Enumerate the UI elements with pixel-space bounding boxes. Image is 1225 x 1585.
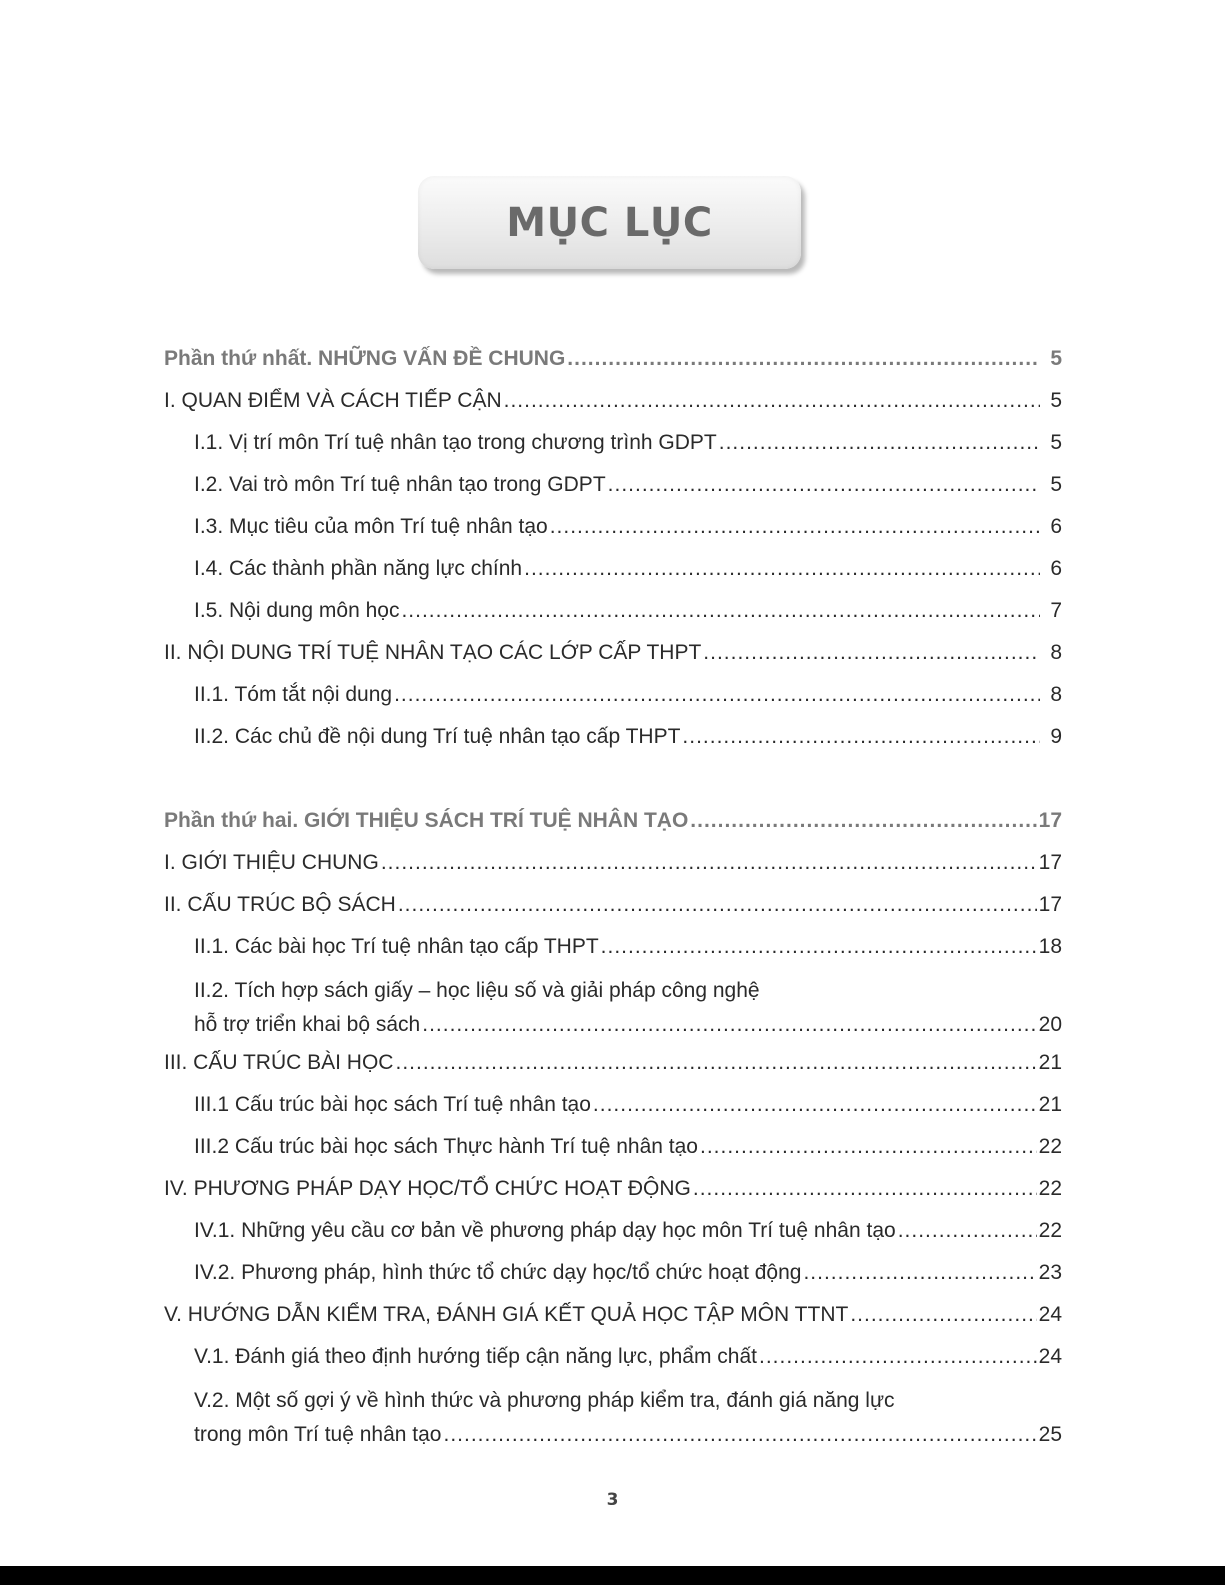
toc-entry-page: 17	[1038, 809, 1062, 832]
toc-entry-title-line1: II.2. Tích hợp sách giấy – học liệu số và giải pháp công nghệ	[194, 979, 760, 1002]
toc-entry-p2-s3-2[interactable]	[164, 1126, 1062, 1168]
dot-leader	[395, 1042, 1036, 1084]
dot-leader	[398, 884, 1037, 926]
dot-leader	[381, 842, 1037, 884]
toc-entry-page: 5	[1050, 473, 1062, 496]
toc-entry-p1-s1[interactable]	[164, 380, 1062, 422]
toc-entry-title: IV.2. Phương pháp, hình thức tổ chức dạy học/tổ chức hoạt động	[194, 1261, 802, 1284]
toc-entry-p2-s5-1[interactable]	[164, 1336, 1062, 1378]
dot-leader	[719, 422, 1040, 464]
toc-entry-p2-s5-2[interactable]	[164, 1384, 1062, 1452]
toc-entry-title: IV.1. Những yêu cầu cơ bản về phương pháp dạy học môn Trí tuệ nhân tạo	[194, 1219, 896, 1242]
bottom-border	[0, 1566, 1225, 1585]
toc-entry-title: II.1. Tóm tắt nội dung	[194, 683, 393, 706]
section-gap	[164, 758, 1062, 800]
dot-leader	[401, 590, 1040, 632]
table-of-contents	[164, 338, 1062, 1452]
toc-entry-p2-s1[interactable]	[164, 842, 1062, 884]
toc-entry-p1-s1-4[interactable]	[164, 548, 1062, 590]
toc-entry-page: 17	[1038, 893, 1062, 916]
toc-entry-title: I. GIỚI THIỆU CHUNG	[164, 851, 379, 874]
toc-entry-title-line2: trong môn Trí tuệ nhân tạo	[194, 1423, 442, 1446]
toc-entry-p1-s2[interactable]	[164, 632, 1062, 674]
dot-leader	[504, 380, 1040, 422]
dot-leader	[593, 1084, 1037, 1126]
toc-entry-title: II. NỘI DUNG TRÍ TUỆ NHÂN TẠO CÁC LỚP CẤP THPT	[164, 641, 702, 664]
toc-entry-page: 18	[1038, 935, 1062, 958]
toc-entry-page: 8	[1050, 641, 1062, 664]
toc-entry-title: III. CẤU TRÚC BÀI HỌC	[164, 1051, 394, 1074]
toc-entry-p1-s1-3[interactable]	[164, 506, 1062, 548]
dot-leader	[608, 464, 1040, 506]
toc-entry-p2-s4-1[interactable]	[164, 1210, 1062, 1252]
dot-leader	[850, 1294, 1036, 1336]
page-number: 3	[606, 1490, 619, 1510]
toc-entry-p2-s3-1[interactable]	[164, 1084, 1062, 1126]
toc-entry-title: I. QUAN ĐIỂM VÀ CÁCH TIẾP CẬN	[164, 389, 502, 412]
toc-entry-title: V. HƯỚNG DẪN KIỂM TRA, ĐÁNH GIÁ KẾT QUẢ HỌC TẬP MÔN TTNT	[164, 1303, 849, 1326]
toc-entry-p1-s1-1[interactable]	[164, 422, 1062, 464]
toc-entry-page: 24	[1038, 1345, 1062, 1368]
toc-entry-p2-s5[interactable]	[164, 1294, 1062, 1336]
toc-entry-title: I.2. Vai trò môn Trí tuệ nhân tạo trong GDPT	[194, 473, 606, 496]
toc-entry-p2-s3[interactable]	[164, 1042, 1062, 1084]
toc-entry-page: 8	[1050, 683, 1062, 706]
toc-entry-page: 5	[1050, 347, 1062, 370]
toc-entry-p2-s4[interactable]	[164, 1168, 1062, 1210]
toc-entry-page: 7	[1050, 599, 1062, 622]
toc-entry-p2-s4-2[interactable]	[164, 1252, 1062, 1294]
toc-entry-page: 5	[1050, 389, 1062, 412]
page-title: MỤC LỤC	[506, 199, 713, 246]
toc-entry-page: 23	[1038, 1261, 1062, 1284]
dot-leader	[898, 1210, 1037, 1252]
toc-entry-title: I.1. Vị trí môn Trí tuệ nhân tạo trong chương trình GDPT	[194, 431, 717, 454]
toc-entry-p1-s1-2[interactable]	[164, 464, 1062, 506]
toc-entry-p1-s1-5[interactable]	[164, 590, 1062, 632]
toc-entry-title: II.1. Các bài học Trí tuệ nhân tạo cấp THPT	[194, 935, 599, 958]
dot-leader	[444, 1418, 1037, 1452]
toc-entry-title: II.2. Các chủ đề nội dung Trí tuệ nhân tạo cấp THPT	[194, 725, 681, 748]
toc-entry-page: 6	[1050, 515, 1062, 538]
toc-part-2[interactable]	[164, 800, 1062, 842]
toc-entry-page: 25	[1038, 1423, 1062, 1446]
toc-entry-title-line1: V.2. Một số gợi ý về hình thức và phương pháp kiểm tra, đánh giá năng lực	[194, 1389, 895, 1412]
toc-entry-page: 20	[1038, 1013, 1062, 1036]
title-box	[418, 176, 801, 269]
toc-entry-title: I.4. Các thành phần năng lực chính	[194, 557, 523, 580]
toc-entry-page: 24	[1038, 1303, 1062, 1326]
toc-entry-p2-s2-1[interactable]	[164, 926, 1062, 968]
dot-leader	[601, 926, 1037, 968]
dot-leader	[567, 338, 1040, 380]
toc-entry-title: Phần thứ nhất. NHỮNG VẤN ĐỀ CHUNG	[164, 347, 566, 370]
dot-leader	[803, 1252, 1036, 1294]
toc-entry-title: II. CẤU TRÚC BỘ SÁCH	[164, 893, 396, 916]
toc-entry-p1-s2-2[interactable]	[164, 716, 1062, 758]
toc-entry-p2-s2[interactable]	[164, 884, 1062, 926]
toc-entry-page: 17	[1038, 851, 1062, 874]
toc-entry-page: 22	[1038, 1219, 1062, 1242]
dot-leader	[682, 716, 1040, 758]
toc-entry-page: 21	[1038, 1093, 1062, 1116]
toc-entry-title: I.3. Mục tiêu của môn Trí tuệ nhân tạo	[194, 515, 548, 538]
toc-entry-page: 6	[1050, 557, 1062, 580]
dot-leader	[703, 632, 1040, 674]
toc-entry-page: 22	[1038, 1135, 1062, 1158]
toc-part-1[interactable]	[164, 338, 1062, 380]
toc-entry-page: 9	[1050, 725, 1062, 748]
toc-entry-title: III.2 Cấu trúc bài học sách Thực hành Trí tuệ nhân tạo	[194, 1135, 698, 1158]
dot-leader	[759, 1336, 1037, 1378]
dot-leader	[693, 1168, 1037, 1210]
toc-entry-title: Phần thứ hai. GIỚI THIỆU SÁCH TRÍ TUỆ NHÂN TẠO	[164, 809, 689, 832]
dot-leader	[422, 1008, 1036, 1042]
toc-entry-page: 22	[1038, 1177, 1062, 1200]
dot-leader	[700, 1126, 1037, 1168]
dot-leader	[550, 506, 1040, 548]
toc-entry-title: III.1 Cấu trúc bài học sách Trí tuệ nhân tạo	[194, 1093, 591, 1116]
dot-leader	[690, 800, 1036, 842]
toc-entry-p2-s2-2[interactable]	[164, 974, 1062, 1042]
dot-leader	[524, 548, 1040, 590]
toc-entry-title: I.5. Nội dung môn học	[194, 599, 400, 622]
toc-entry-p1-s2-1[interactable]	[164, 674, 1062, 716]
toc-entry-page: 5	[1050, 431, 1062, 454]
toc-entry-page: 21	[1038, 1051, 1062, 1074]
toc-entry-title-line2: hỗ trợ triển khai bộ sách	[194, 1013, 421, 1036]
dot-leader	[394, 674, 1040, 716]
toc-entry-title: V.1. Đánh giá theo định hướng tiếp cận năng lực, phẩm chất	[194, 1345, 757, 1368]
toc-entry-title: IV. PHƯƠNG PHÁP DẠY HỌC/TỔ CHỨC HOẠT ĐỘNG	[164, 1177, 691, 1200]
